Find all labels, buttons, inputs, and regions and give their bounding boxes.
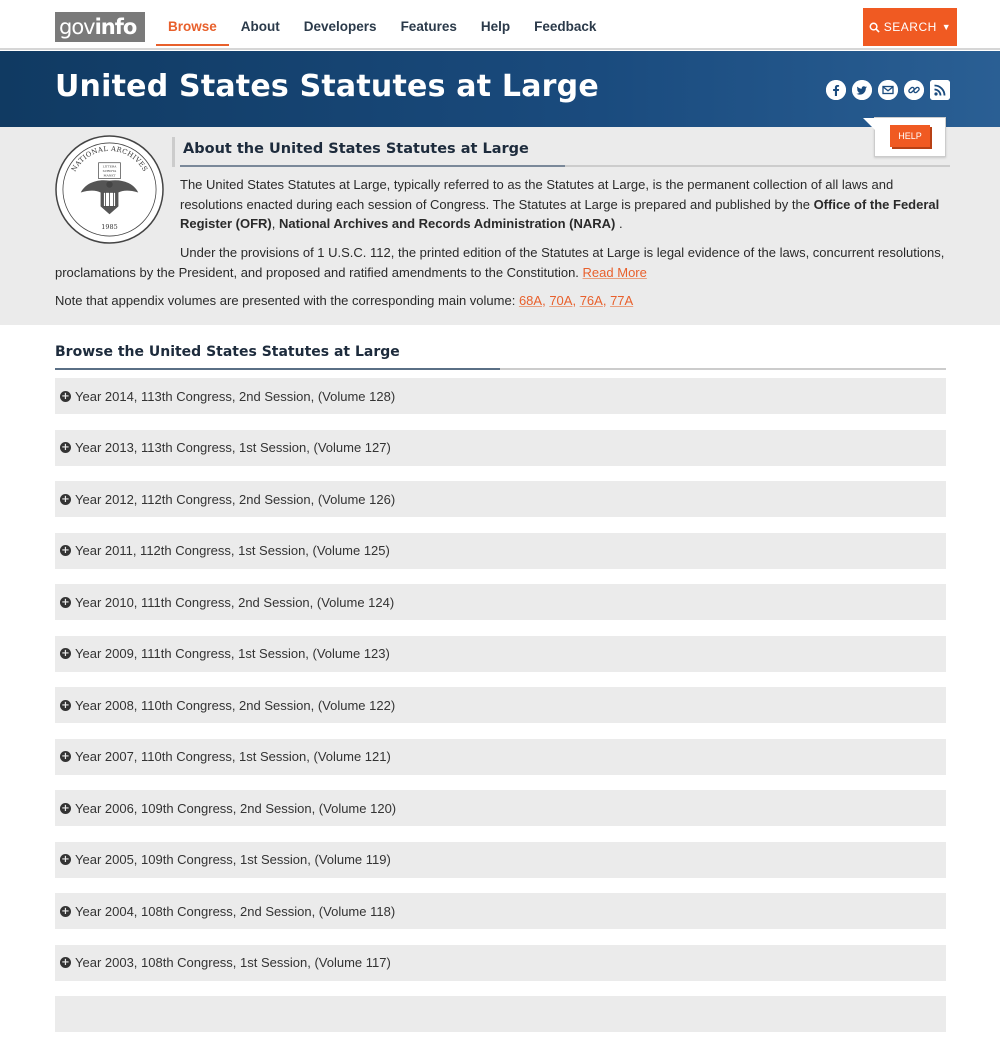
caret-down-icon: ▼: [941, 22, 952, 32]
about-paragraph-1: The United States Statutes at Large, typically referred to as the Statutes at Large, is the permanent collection of all laws and resolutions enacted during each session of Congress. The Statutes at Large is prepared and published by the Office of the Federal Register (OFR), National Archives and Records Administration (NARA) .: [180, 177, 940, 232]
search-icon: [869, 22, 880, 33]
expand-plus-icon[interactable]: +: [61, 442, 70, 453]
search-label: SEARCH: [883, 20, 937, 34]
about-paragraph-2: Under the provisions of 1 U.S.C. 112, the printed edition of the Statutes at Large is legal evidence of the laws, concurrent resolutions, proclamations by the President, and proposed and ratified amendments to the Constitution. Read More: [55, 245, 945, 280]
volume-row-label: Year 2005, 109th Congress, 1st Session, (Volume 119): [75, 852, 391, 867]
volume-row-label: Year 2014, 113th Congress, 2nd Session, (Volume 128): [75, 388, 396, 404]
volume-list: [55, 378, 946, 1048]
volume-row[interactable]: [55, 893, 946, 929]
volume-row-label: Year 2003, 108th Congress, 1st Session, (Volume 117): [75, 955, 391, 970]
nav-help[interactable]: Help: [480, 19, 511, 34]
nav-developers[interactable]: Developers: [303, 19, 377, 34]
expand-plus-icon[interactable]: +: [61, 802, 70, 814]
appendix-link-77a[interactable]: 77A: [610, 293, 634, 308]
volume-row[interactable]: [55, 687, 946, 723]
about-divider: [180, 165, 950, 167]
volume-row-label: Year 2004, 108th Congress, 2nd Session, (Volume 118): [75, 903, 396, 919]
volume-row[interactable]: [55, 996, 946, 1032]
nav-features[interactable]: Features: [400, 19, 457, 34]
expand-plus-icon[interactable]: +: [61, 648, 70, 659]
volume-row-label: Year 2009, 111th Congress, 1st Session, (Volume 123): [75, 646, 390, 661]
svg-text:SCRIPTA: SCRIPTA: [102, 169, 117, 174]
read-more-link[interactable]: Read More: [582, 264, 647, 280]
volume-row-label: Year 2008, 110th Congress, 2nd Session, (Volume 122): [75, 697, 396, 713]
twitter-icon[interactable]: [852, 80, 872, 100]
appendix-link-76a[interactable]: 76A: [579, 293, 603, 308]
share-icons: [826, 80, 950, 100]
about-section: [0, 127, 1000, 325]
nara-seal: [55, 135, 164, 244]
appendix-link-70a[interactable]: 70A: [549, 293, 573, 308]
main-nav: [156, 0, 608, 48]
svg-text:LITTERA: LITTERA: [102, 164, 117, 169]
seal-text-top: NATIONAL ARCHIVES: [69, 144, 150, 174]
volume-row-label: Year 2006, 109th Congress, 2nd Session, (Volume 120): [75, 800, 397, 816]
volume-row[interactable]: [55, 378, 946, 414]
expand-plus-icon[interactable]: +: [61, 390, 70, 402]
volume-row-label: Year 2012, 112th Congress, 2nd Session, (Volume 126): [75, 491, 396, 507]
email-icon[interactable]: [878, 80, 898, 100]
volume-row-label: Year 2007, 110th Congress, 1st Session, (Volume 121): [75, 749, 391, 764]
logo-text: govinfo: [59, 15, 137, 39]
expand-plus-icon[interactable]: +: [61, 751, 70, 762]
expand-plus-icon[interactable]: +: [61, 596, 70, 608]
about-title: About the United States Statutes at Large: [183, 141, 529, 157]
top-navbar: [0, 0, 1000, 50]
appendix-link-68a[interactable]: 68A: [518, 293, 543, 308]
nav-feedback[interactable]: Feedback: [534, 19, 597, 34]
volume-row[interactable]: [55, 842, 946, 878]
browse-divider: [55, 368, 946, 370]
page-title: United States Statutes at Large: [55, 69, 599, 104]
volume-row[interactable]: [55, 945, 946, 981]
volume-row[interactable]: [55, 584, 946, 620]
expand-plus-icon[interactable]: +: [61, 854, 70, 865]
expand-plus-icon[interactable]: +: [61, 699, 70, 711]
volume-row[interactable]: [55, 636, 946, 672]
about-heading-block: [172, 137, 946, 167]
govinfo-logo[interactable]: [55, 12, 145, 42]
ofr-text: Office of the Federal Register (OFR): [180, 196, 940, 232]
expand-plus-icon[interactable]: +: [61, 905, 70, 917]
link-icon[interactable]: [904, 80, 924, 100]
page-header: [0, 51, 1000, 127]
volume-row-label: Year 2011, 112th Congress, 1st Session, (Volume 125): [75, 543, 390, 558]
nara-text: National Archives and Records Administration (NARA): [278, 216, 616, 232]
volume-row[interactable]: [55, 481, 946, 517]
nav-browse[interactable]: Browse: [156, 0, 229, 46]
volume-row-label: Year 2013, 113th Congress, 1st Session, (Volume 127): [75, 440, 391, 455]
nav-about[interactable]: About: [240, 19, 280, 34]
browse-title: Browse the United States Statutes at Large: [55, 344, 400, 360]
help-button[interactable]: HELP: [890, 125, 930, 147]
volume-row[interactable]: [55, 430, 946, 466]
expand-plus-icon[interactable]: +: [61, 545, 70, 556]
volume-row[interactable]: [55, 533, 946, 569]
svg-text:MANET: MANET: [103, 173, 116, 178]
seal-year: 1985: [101, 223, 118, 232]
volume-row[interactable]: [55, 790, 946, 826]
search-button[interactable]: [863, 8, 957, 46]
appendix-note: Note that appendix volumes are presented with the corresponding main volume: 68A, 70A, 76A, 77A: [55, 293, 634, 308]
facebook-icon[interactable]: [826, 80, 846, 100]
expand-plus-icon[interactable]: +: [61, 957, 70, 968]
expand-plus-icon[interactable]: +: [61, 493, 70, 505]
rss-icon[interactable]: [930, 80, 950, 100]
volume-row-label: Year 2010, 111th Congress, 2nd Session, (Volume 124): [75, 594, 395, 610]
volume-row[interactable]: [55, 739, 946, 775]
